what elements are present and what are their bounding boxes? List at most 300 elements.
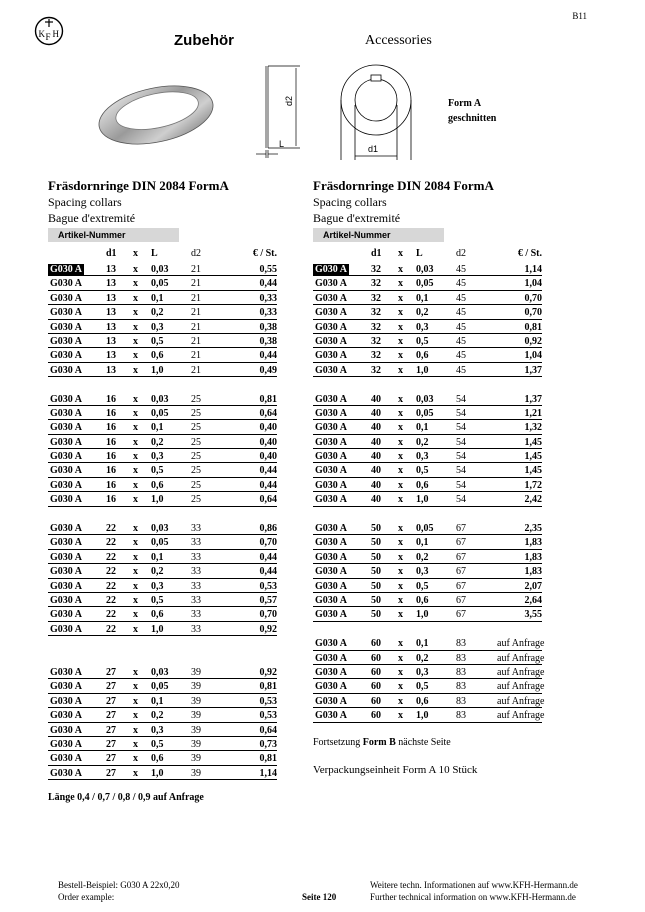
times-cell: x <box>133 335 138 347</box>
times-cell: x <box>133 407 138 419</box>
times-cell: x <box>133 451 138 463</box>
article-number-cell: G030 A <box>50 494 82 506</box>
d1-cell: 60 <box>371 666 381 678</box>
price-cell: 2,07 <box>524 580 542 592</box>
d1-cell: 40 <box>371 494 381 506</box>
price-cell: 0,44 <box>259 465 277 477</box>
table-row <box>313 607 578 621</box>
times-cell: x <box>133 479 138 491</box>
price-cell: 1,14 <box>524 264 542 275</box>
d1-cell: 50 <box>371 580 381 592</box>
d1-cell: 32 <box>371 335 381 347</box>
table-row <box>48 751 313 765</box>
price-cell: 2,64 <box>524 594 542 606</box>
d1-cell: 27 <box>106 710 116 722</box>
title-german: Zubehör <box>174 32 234 49</box>
table-row <box>48 334 313 348</box>
article-number-cell: G030 A <box>50 753 82 765</box>
article-number-cell: G030 A <box>50 393 82 405</box>
d2-cell: 67 <box>456 537 466 549</box>
price-cell: 2,42 <box>524 494 542 506</box>
d1-cell: 22 <box>106 537 116 549</box>
d1-cell: 60 <box>371 695 381 707</box>
length-cell: 0,1 <box>416 422 429 434</box>
d1-cell: 27 <box>106 695 116 707</box>
d1-cell: 40 <box>371 479 381 491</box>
length-cell: 0,2 <box>151 710 164 722</box>
table-row <box>313 435 578 449</box>
price-cell: 0,44 <box>259 566 277 578</box>
length-cell: 0,5 <box>416 335 429 347</box>
d2-cell: 21 <box>191 292 201 304</box>
d2-cell: 54 <box>456 451 466 463</box>
times-cell: x <box>398 566 403 578</box>
table-row <box>48 665 313 679</box>
length-cell: 0,2 <box>151 307 164 319</box>
times-cell: x <box>398 465 403 477</box>
price-cell: 2,35 <box>524 523 542 535</box>
table-row <box>48 708 313 722</box>
table-row <box>313 535 578 549</box>
article-number-cell: G030 A <box>315 494 347 506</box>
length-cell: 0,03 <box>151 666 169 678</box>
article-number-cell: G030 A <box>50 681 82 693</box>
length-cell: 0,05 <box>151 278 169 290</box>
table-row <box>48 291 313 305</box>
length-cell: 0,5 <box>151 738 164 750</box>
d1-cell: 32 <box>371 292 381 304</box>
article-number-cell: G030 A <box>315 465 347 477</box>
d2-cell: 25 <box>191 451 201 463</box>
table-row <box>48 737 313 751</box>
price-cell: 0,81 <box>259 681 277 693</box>
times-cell: x <box>133 753 138 765</box>
price-cell: 0,92 <box>259 623 277 635</box>
length-cell: 0,03 <box>416 264 434 275</box>
table-row <box>313 708 578 722</box>
price-cell: 0,33 <box>259 307 277 319</box>
d1-cell: 50 <box>371 594 381 606</box>
page-number: Seite 120 <box>302 892 337 902</box>
times-cell: x <box>133 494 138 506</box>
d2-cell: 21 <box>191 364 201 376</box>
d2-cell: 39 <box>191 767 201 779</box>
d2-cell: 67 <box>456 566 466 578</box>
times-cell: x <box>398 609 403 621</box>
article-number-cell: G030 A <box>315 321 347 333</box>
table-row <box>313 334 578 348</box>
length-cell: 0,05 <box>416 407 434 419</box>
price-cell: 0,33 <box>259 292 277 304</box>
times-cell: x <box>398 307 403 319</box>
length-cell: 1,0 <box>151 364 164 376</box>
times-cell: x <box>398 335 403 347</box>
times-cell: x <box>133 710 138 722</box>
article-number-cell: G030 A <box>315 422 347 434</box>
length-cell: 0,5 <box>416 465 429 477</box>
price-cell: 0,40 <box>259 436 277 448</box>
price-cell: 0,55 <box>259 264 277 275</box>
times-cell: x <box>398 436 403 448</box>
length-cell: 0,1 <box>151 292 164 304</box>
d1-cell: 60 <box>371 681 381 693</box>
times-cell: x <box>133 609 138 621</box>
times-cell: x <box>133 666 138 678</box>
d2-cell: 45 <box>456 321 466 333</box>
d1-cell: 32 <box>371 307 381 319</box>
right-article-header: Artikel-Nummer <box>313 228 444 242</box>
article-number-cell: G030 A <box>50 767 82 779</box>
price-cell: 1,32 <box>524 422 542 434</box>
d1-cell: 27 <box>106 738 116 750</box>
article-number-cell: G030 A <box>50 264 82 275</box>
d1-cell: 50 <box>371 523 381 535</box>
length-note: Länge 0,4 / 0,7 / 0,8 / 0,9 auf Anfrage <box>48 792 204 804</box>
d1-cell: 40 <box>371 465 381 477</box>
dim-d2-label: d2 <box>284 95 294 106</box>
table-row <box>48 535 313 549</box>
d2-cell: 33 <box>191 623 201 635</box>
price-cell: 0,44 <box>259 479 277 491</box>
d2-cell: 54 <box>456 494 466 506</box>
table-row <box>313 478 578 492</box>
svg-text:K: K <box>38 29 45 39</box>
d2-cell: 25 <box>191 465 201 477</box>
article-number-cell: G030 A <box>315 407 347 419</box>
table-row <box>48 593 313 607</box>
article-number-cell: G030 A <box>315 364 347 376</box>
table-row <box>313 320 578 334</box>
times-cell: x <box>133 681 138 693</box>
d1-cell: 13 <box>106 278 116 290</box>
table-row <box>48 579 313 593</box>
price-cell: 1,83 <box>524 537 542 549</box>
times-cell: x <box>133 321 138 333</box>
left-table-title: Fräsdornringe DIN 2084 FormA <box>48 178 229 193</box>
times-cell: x <box>398 451 403 463</box>
article-number-cell: G030 A <box>50 623 82 635</box>
length-cell: 1,0 <box>151 623 164 635</box>
times-cell: x <box>133 767 138 779</box>
d1-cell: 22 <box>106 580 116 592</box>
d2-cell: 45 <box>456 278 466 290</box>
price-cell: 0,70 <box>524 307 542 319</box>
length-cell: 0,03 <box>416 393 434 405</box>
article-number-cell: G030 A <box>315 594 347 606</box>
times-cell: x <box>398 292 403 304</box>
table-row <box>48 363 313 377</box>
article-number-cell: G030 A <box>315 537 347 549</box>
left-price-table <box>48 178 313 803</box>
times-cell: x <box>133 623 138 635</box>
d1-cell: 13 <box>106 364 116 376</box>
times-cell: x <box>133 537 138 549</box>
d2-cell: 45 <box>456 350 466 362</box>
table-row <box>313 593 578 607</box>
length-cell: 0,1 <box>151 695 164 707</box>
d1-cell: 32 <box>371 264 381 275</box>
length-cell: 0,05 <box>416 523 434 535</box>
article-number-cell: G030 A <box>315 551 347 563</box>
length-cell: 0,1 <box>151 422 164 434</box>
d1-cell: 27 <box>106 767 116 779</box>
svg-text:F: F <box>45 32 51 42</box>
price-cell: 1,04 <box>524 350 542 362</box>
info-link-de[interactable]: Weitere techn. Informationen auf www.KFH-Hermann.de <box>370 880 578 890</box>
svg-text:H: H <box>52 29 59 39</box>
times-cell: x <box>398 350 403 362</box>
d2-cell: 25 <box>191 407 201 419</box>
price-cell: 0,49 <box>259 364 277 376</box>
table-row <box>313 392 578 406</box>
length-cell: 0,2 <box>151 566 164 578</box>
d2-cell: 21 <box>191 350 201 362</box>
d2-cell: 25 <box>191 479 201 491</box>
article-number-cell: G030 A <box>50 321 82 333</box>
left-article-header: Artikel-Nummer <box>48 228 179 242</box>
times-cell: x <box>133 292 138 304</box>
article-number-cell: G030 A <box>50 724 82 736</box>
price-cell: 0,53 <box>259 695 277 707</box>
d1-cell: 50 <box>371 537 381 549</box>
d2-cell: 54 <box>456 465 466 477</box>
left-subtitle-en: Spacing collars <box>48 195 122 209</box>
length-cell: 0,5 <box>151 594 164 606</box>
price-cell: 1,37 <box>524 393 542 405</box>
table-row <box>48 564 313 578</box>
length-cell: 0,1 <box>416 537 429 549</box>
price-cell: 1,83 <box>524 551 542 563</box>
d1-cell: 27 <box>106 681 116 693</box>
d2-cell: 39 <box>191 681 201 693</box>
d1-cell: 60 <box>371 710 381 722</box>
length-cell: 0,6 <box>151 479 164 491</box>
article-number-cell: G030 A <box>315 393 347 405</box>
table-row <box>313 363 578 377</box>
times-cell: x <box>398 594 403 606</box>
times-cell: x <box>398 364 403 376</box>
table-row <box>48 766 313 780</box>
d1-cell: 27 <box>106 666 116 678</box>
article-number-cell: G030 A <box>50 580 82 592</box>
form-label: Form A geschnitten <box>448 98 497 124</box>
price-cell: 0,40 <box>259 451 277 463</box>
table-row <box>313 492 578 506</box>
length-cell: 0,3 <box>151 580 164 592</box>
article-number-cell: G030 A <box>50 407 82 419</box>
article-number-cell: G030 A <box>315 451 347 463</box>
availability-cell: auf Anfrage <box>497 638 545 650</box>
d1-cell: 50 <box>371 566 381 578</box>
article-number-cell: G030 A <box>50 422 82 434</box>
length-cell: 0,3 <box>151 451 164 463</box>
table-row <box>313 348 578 362</box>
d1-cell: 22 <box>106 551 116 563</box>
length-cell: 0,6 <box>416 350 429 362</box>
availability-cell: auf Anfrage <box>497 666 545 678</box>
availability-cell: auf Anfrage <box>497 681 545 693</box>
d1-cell: 16 <box>106 465 116 477</box>
d1-cell: 60 <box>371 652 381 664</box>
length-cell: 0,5 <box>151 465 164 477</box>
d2-cell: 21 <box>191 321 201 333</box>
article-number-cell: G030 A <box>50 551 82 563</box>
d2-cell: 54 <box>456 436 466 448</box>
times-cell: x <box>133 724 138 736</box>
length-cell: 1,0 <box>416 609 429 621</box>
d2-cell: 54 <box>456 407 466 419</box>
d1-cell: 22 <box>106 594 116 606</box>
length-cell: 0,2 <box>416 551 429 563</box>
kfh-logo <box>34 16 64 46</box>
times-cell: x <box>133 566 138 578</box>
article-number-cell: G030 A <box>50 451 82 463</box>
d1-cell: 32 <box>371 350 381 362</box>
d2-cell: 25 <box>191 422 201 434</box>
times-cell: x <box>398 479 403 491</box>
article-number-cell: G030 A <box>315 350 347 362</box>
times-cell: x <box>398 695 403 707</box>
info-link-en[interactable]: Further technical information on www.KFH-Hermann.de <box>370 892 576 902</box>
article-number-cell: G030 A <box>315 681 347 693</box>
article-number-cell: G030 A <box>315 566 347 578</box>
table-row <box>48 622 313 636</box>
d2-cell: 67 <box>456 609 466 621</box>
times-cell: x <box>133 523 138 535</box>
length-cell: 0,3 <box>416 666 429 678</box>
table-row <box>48 607 313 621</box>
article-number-cell: G030 A <box>315 580 347 592</box>
table-row <box>313 521 578 535</box>
d2-cell: 83 <box>456 695 466 707</box>
d2-cell: 33 <box>191 609 201 621</box>
d1-cell: 13 <box>106 321 116 333</box>
d1-cell: 32 <box>371 364 381 376</box>
price-cell: 0,64 <box>259 494 277 506</box>
page-code: B11 <box>572 11 587 21</box>
d2-cell: 67 <box>456 551 466 563</box>
d2-cell: 45 <box>456 364 466 376</box>
length-cell: 0,05 <box>151 407 169 419</box>
order-example: Bestell-Beispiel: G030 A 22x0,20 Order example: <box>58 880 180 902</box>
d2-cell: 67 <box>456 594 466 606</box>
price-cell: 0,92 <box>524 335 542 347</box>
table-row <box>313 665 578 679</box>
title-english: Accessories <box>365 33 432 48</box>
price-cell: 0,81 <box>259 393 277 405</box>
table-row <box>313 276 578 290</box>
d1-cell: 32 <box>371 321 381 333</box>
d1-cell: 16 <box>106 494 116 506</box>
times-cell: x <box>398 710 403 722</box>
d1-cell: 32 <box>371 278 381 290</box>
table-row <box>313 262 578 276</box>
d2-cell: 21 <box>191 335 201 347</box>
article-number-cell: G030 A <box>50 695 82 707</box>
table-row <box>313 636 578 650</box>
table-row <box>48 392 313 406</box>
spacing-collar-figure <box>86 60 431 170</box>
table-row <box>48 679 313 693</box>
d1-cell: 16 <box>106 422 116 434</box>
d1-cell: 22 <box>106 523 116 535</box>
table-row <box>313 651 578 665</box>
length-cell: 0,3 <box>151 321 164 333</box>
d1-cell: 40 <box>371 422 381 434</box>
price-cell: 0,44 <box>259 350 277 362</box>
d2-cell: 83 <box>456 652 466 664</box>
length-cell: 0,1 <box>416 292 429 304</box>
d1-cell: 40 <box>371 407 381 419</box>
article-number-cell: G030 A <box>315 307 347 319</box>
d1-cell: 16 <box>106 451 116 463</box>
article-number-cell: G030 A <box>50 479 82 491</box>
ring-photo <box>94 77 219 154</box>
table-row <box>48 723 313 737</box>
length-cell: 0,6 <box>151 609 164 621</box>
length-cell: 0,5 <box>416 580 429 592</box>
d1-cell: 22 <box>106 623 116 635</box>
d1-cell: 27 <box>106 753 116 765</box>
price-cell: 0,53 <box>259 580 277 592</box>
length-cell: 0,3 <box>416 566 429 578</box>
article-number-cell: G030 A <box>315 278 347 290</box>
price-cell: 0,92 <box>259 666 277 678</box>
times-cell: x <box>398 278 403 290</box>
price-cell: 0,57 <box>259 594 277 606</box>
length-cell: 0,05 <box>151 681 169 693</box>
length-cell: 1,0 <box>416 494 429 506</box>
times-cell: x <box>133 551 138 563</box>
table-row <box>313 694 578 708</box>
price-cell: 0,70 <box>524 292 542 304</box>
article-number-cell: G030 A <box>315 609 347 621</box>
table-row <box>48 449 313 463</box>
d1-cell: 22 <box>106 566 116 578</box>
times-cell: x <box>133 364 138 376</box>
price-cell: 0,70 <box>259 537 277 549</box>
price-cell: 0,81 <box>524 321 542 333</box>
times-cell: x <box>398 638 403 650</box>
d2-cell: 39 <box>191 753 201 765</box>
article-number-cell: G030 A <box>50 335 82 347</box>
length-cell: 0,05 <box>151 537 169 549</box>
times-cell: x <box>398 407 403 419</box>
article-number-cell: G030 A <box>50 666 82 678</box>
right-column-headers: d1 x L d2 € / St. <box>371 248 542 259</box>
article-number-cell: G030 A <box>315 710 347 722</box>
price-cell: 0,81 <box>259 753 277 765</box>
d2-cell: 39 <box>191 710 201 722</box>
d2-cell: 39 <box>191 695 201 707</box>
table-row <box>48 463 313 477</box>
price-cell: 0,64 <box>259 724 277 736</box>
length-cell: 1,0 <box>416 364 429 376</box>
d1-cell: 16 <box>106 407 116 419</box>
price-cell: 0,73 <box>259 738 277 750</box>
price-cell: 0,53 <box>259 710 277 722</box>
price-cell: 0,70 <box>259 609 277 621</box>
length-cell: 0,05 <box>416 278 434 290</box>
length-cell: 0,6 <box>416 695 429 707</box>
d2-cell: 33 <box>191 566 201 578</box>
table-row <box>313 463 578 477</box>
length-cell: 0,3 <box>416 451 429 463</box>
times-cell: x <box>133 393 138 405</box>
d2-cell: 33 <box>191 551 201 563</box>
times-cell: x <box>398 264 403 275</box>
table-row <box>48 406 313 420</box>
